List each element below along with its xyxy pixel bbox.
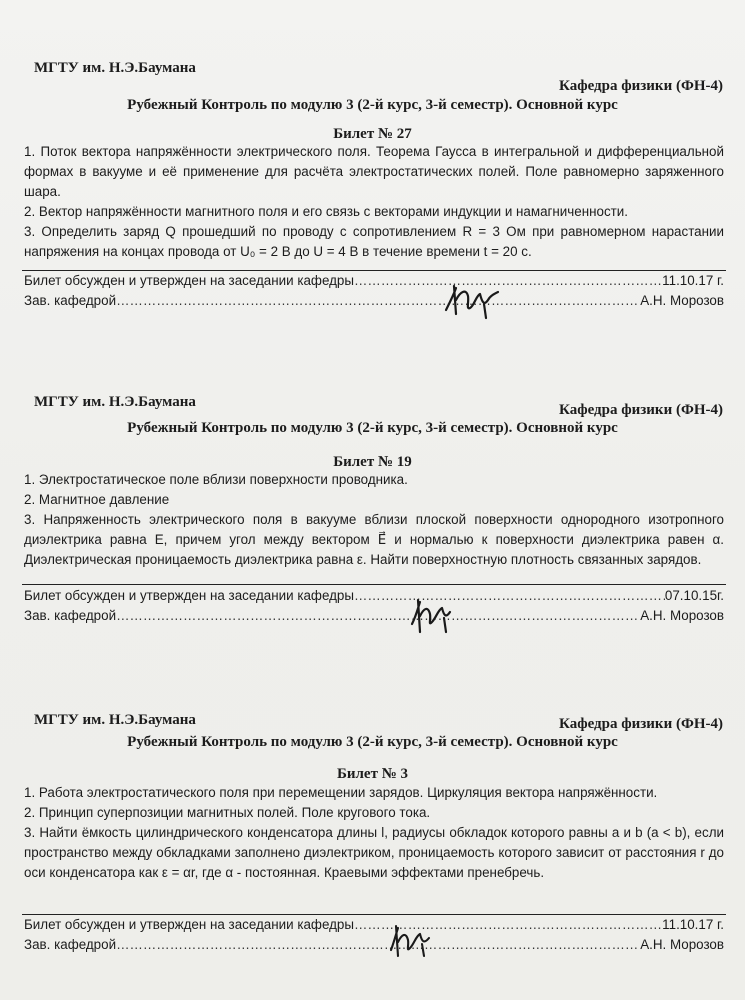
leader-dots	[116, 606, 640, 626]
question-2: 2. Принцип суперпозиции магнитных полей. Поле кругового тока.	[24, 805, 431, 820]
head-row	[24, 606, 724, 626]
department-name: Кафедра физики (ФН-4)	[559, 716, 723, 732]
head-name: А.Н. Морозов	[640, 608, 724, 623]
signature-image	[406, 596, 456, 636]
question-1: 1. Работа электростатического поля при перемещении зарядов. Циркуляция вектора напряжённости.	[24, 785, 658, 800]
question-2: 2. Вектор напряжённости магнитного поля и его связь с векторами индукции и намагниченности.	[24, 204, 628, 219]
question-list	[24, 470, 724, 570]
approval-row	[24, 586, 724, 606]
ticket-number: Билет № 27	[333, 126, 412, 142]
head-label: Зав. кафедрой	[24, 608, 117, 623]
approval-label: Билет обсужден и утвержден на заседании кафедры	[24, 588, 354, 603]
head-label: Зав. кафедрой	[24, 293, 117, 308]
question-list	[24, 142, 724, 262]
signature-image	[440, 280, 502, 320]
leader-dots	[116, 935, 640, 955]
approval-row	[24, 915, 724, 935]
approval-date: 11.10.17 г.	[662, 273, 724, 288]
university-name: МГТУ им. Н.Э.Баумана	[34, 394, 196, 410]
signature-image	[385, 922, 435, 960]
approval-block	[24, 271, 724, 311]
question-3: 3. Напряженность электрического поля в вакууме вблизи плоской поверхности однородного изотропного диэлектрика равна E, причем угол между вектором E⃗ и нормалью к поверхности диэлектрика равен α. Диэлектрическая проницаемость диэлектрика равна ε. Найти поверхностную плотность связанных зарядов.	[24, 512, 724, 567]
question-2: 2. Магнитное давление	[24, 492, 170, 507]
head-label: Зав. кафедрой	[24, 937, 117, 952]
leader-dots	[116, 291, 640, 311]
ticket-number: Билет № 3	[336, 766, 409, 782]
separator-line	[22, 584, 726, 585]
head-row	[24, 291, 724, 311]
department-name: Кафедра физики (ФН-4)	[559, 78, 723, 94]
head-name: А.Н. Морозов	[640, 293, 724, 308]
question-3: 3. Определить заряд Q прошедший по проводу с сопротивлением R = 3 Ом при равномерном нарастании напряжения на концах провода от U₀ = 2 В до U = 4 В в течение времени t = 20 с.	[24, 224, 724, 259]
approval-date: 07.10.15г.	[664, 588, 724, 603]
leader-dots	[354, 271, 662, 291]
question-1: 1. Поток вектора напряжённости электрического поля. Теорема Гаусса в интегральной и дифференциальной формах в вакууме и её применение для расчёта электростатических полей. Поле равномерно заряженного шара.	[24, 144, 724, 199]
exam-title: Рубежный Контроль по модулю 3 (2-й курс, 3-й семестр). Основной курс	[127, 420, 618, 436]
approval-row	[24, 271, 724, 291]
approval-block	[24, 915, 724, 955]
question-3: 3. Найти ёмкость цилиндрического конденсатора длины l, радиусы обкладок которого равны a и b (a < b), если пространство между обкладками заполнено диэлектриком, проницаемость которого зависит от расстояния r до оси конденсатора как ε = αr, где α - постоянная. Краевыми эффектами пренебречь.	[24, 825, 724, 880]
university-name: МГТУ им. Н.Э.Баумана	[34, 712, 196, 728]
question-list	[24, 783, 724, 883]
exam-title: Рубежный Контроль по модулю 3 (2-й курс, 3-й семестр). Основной курс	[127, 97, 618, 113]
leader-dots	[354, 586, 665, 606]
approval-date: 11.10.17 г.	[662, 917, 724, 932]
question-1: 1. Электростатическое поле вблизи поверхности проводника.	[24, 472, 408, 487]
university-name: МГТУ им. Н.Э.Баумана	[34, 60, 196, 76]
approval-label: Билет обсужден и утвержден на заседании кафедры	[24, 273, 354, 288]
approval-block	[24, 586, 724, 626]
department-name: Кафедра физики (ФН-4)	[559, 402, 723, 418]
head-name: А.Н. Морозов	[640, 937, 724, 952]
approval-label: Билет обсужден и утвержден на заседании кафедры	[24, 917, 354, 932]
ticket-number: Билет № 19	[333, 454, 412, 470]
exam-title: Рубежный Контроль по модулю 3 (2-й курс, 3-й семестр). Основной курс	[127, 734, 618, 750]
head-row	[24, 935, 724, 955]
